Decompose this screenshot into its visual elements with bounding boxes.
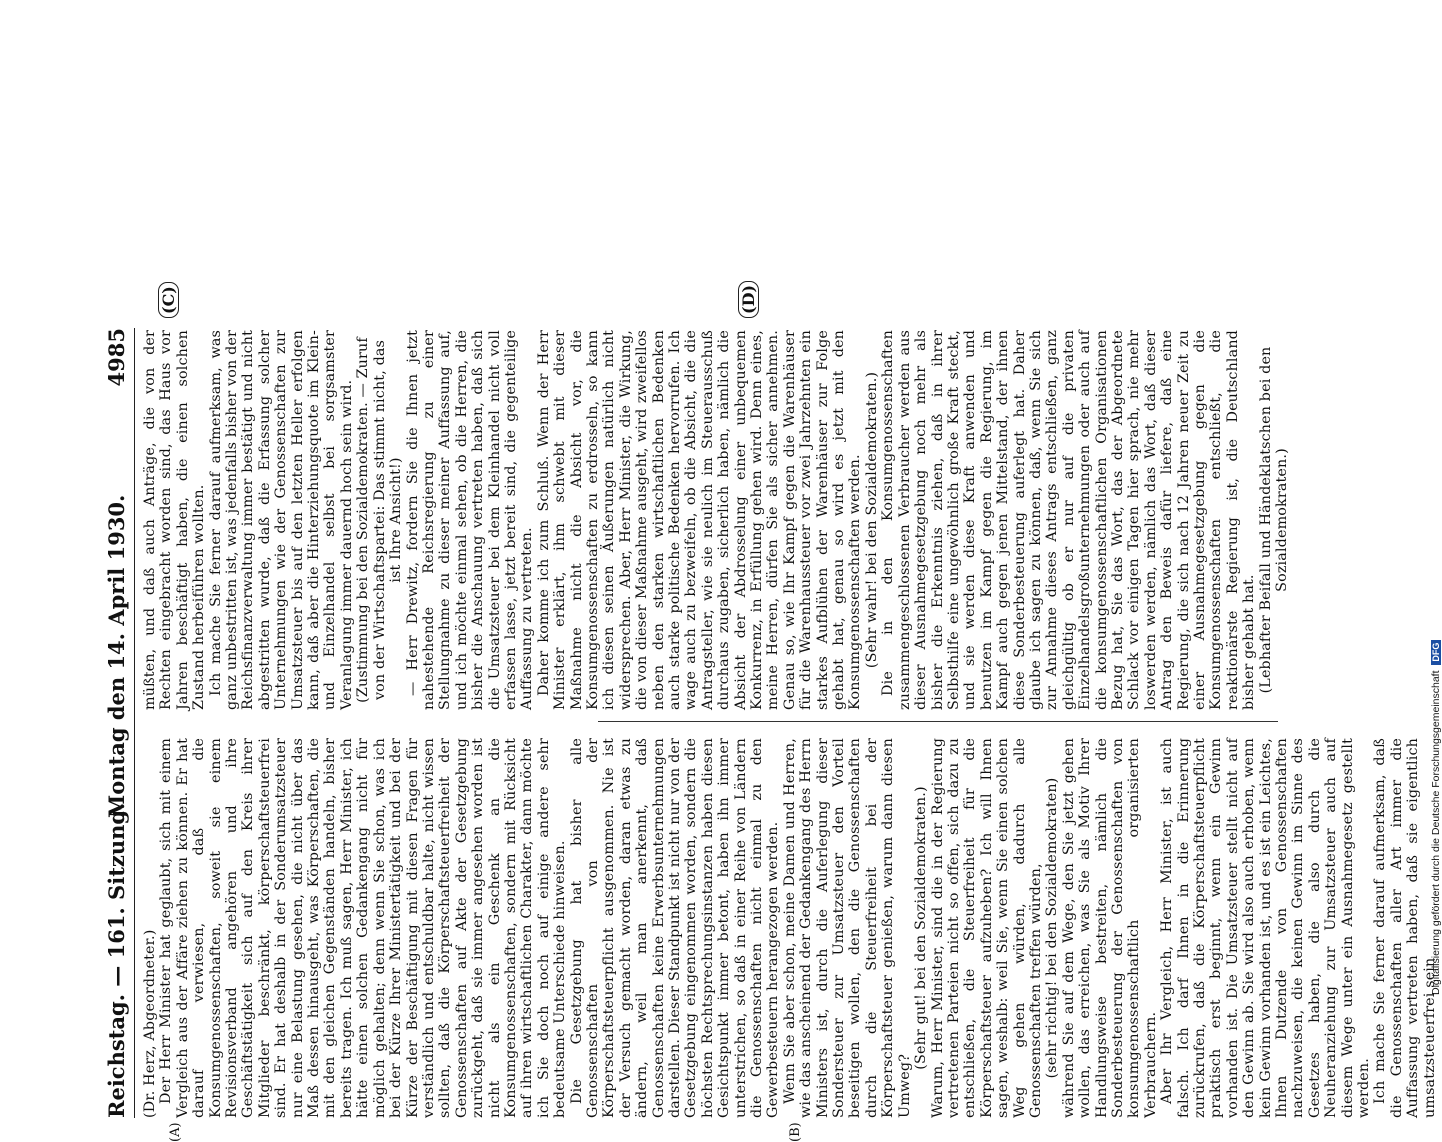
paragraph: Die Gesetzgebung hat bisher alle Genossenschaften von der Körperschaftsteuerpflicht ausgenommen. Nie ist der Versuch gemacht worden, daran etwas zu ändern, weil man anerkennt, daß Genossenschaften keine Erwerbsunternehmungen darstellen. Dieser Standpunkt ist nicht nur von der Gesetzgebung eingenommen worden, sondern die höchsten Rechtsprechungsinstanzen haben diesen Gesichtspunkt immer betont, haben ihn immer unterstrichen, so daß in einer Reihe von Ländern die Genossenschaften nicht einmal zu den Gewerbesteuern herangezogen werden. bbox=[568, 738, 782, 1118]
paragraph: — Herr Drewitz, fordern Sie die Ihnen jetzt nahestehende Reichsregierung zu einer Stellungnahme zu dieser meiner Auffassung auf, und ich möchte einmal sehen, ob die Herren, die bisher die Anschauung vertreten haben, daß sich die Umsatzsteuer bei dem Kleinhandel nicht voll erfassen lasse, jetzt bereit sind, die gegenteilige Auffassung zu vertreten. bbox=[404, 330, 536, 710]
margin-mark-b: (B) bbox=[788, 1122, 803, 1142]
paragraph: müßten, und daß auch Anträge, die von der Rechten eingebracht worden sind, das Haus vor Jahren beschäftigt haben, die einen solchen Zustand herbeiführen wollten. bbox=[142, 330, 208, 710]
paragraph: (Zustimmung bei den Sozialdemokraten. — Zuruf von der Wirtschaftspartei: Das stimmt nicht, das ist Ihre Ansicht!) bbox=[355, 337, 405, 703]
paragraph: Der Herr Minister hat geglaubt, sich mit einem Vergleich aus der Affäre ziehen zu können. Er hat darauf verwiesen, daß die Konsumgenossenschaften, soweit sie einem Revisionsverband angehören und ihre Geschäftstätigkeit sich auf den Kreis ihrer Mitglieder beschränkt, körperschaftsteuerfrei sind. Er hat deshalb in der Sonderumsatzsteuer nur eine Belastung gesehen, die nicht über das Maß dessen hinausgeht, was Körperschaften, die mit den gleichen Gegenständen handeln, bisher bereits tragen. Ich muß sagen, Herr Minister, ich hätte einen solchen Gedankengang nicht für möglich gehalten; denn wenn Sie schon, was ich bei der Kürze Ihrer Ministertätigkeit und bei der Kürze der Beschäftigung mit diesen Fragen für verständlich und entschuldbar halte, nicht wissen sollten, daß die Körperschaftsteuerfreiheit der Genossenschaften auf Akte der Gesetzgebung zurückgeht, daß sie immer angesehen worden ist nicht als ein Geschenk an die Konsumgenossenschaften, sondern mit Rücksicht auf ihren wirtschaftlichen Charakter, dann möchte ich Sie doch noch auf einige andere sehr bedeutsame Unterschiede hinweisen. bbox=[158, 738, 569, 1118]
header-date: Montag den 14. April 1930. bbox=[104, 494, 129, 818]
dfg-logo: DFG bbox=[1431, 640, 1441, 665]
paragraph: Warum, Herr Minister, sind die in der Regierung vertretenen Parteien nicht so offen, sich dazu zu entschließen, die Steuerfreiheit für die Körperschaftsteuer aufzuheben? Ich will Ihnen sagen, weshalb: weil Sie, wenn Sie einen solchen Weg gehen würden, dadurch alle Genossenschaften treffen würden, bbox=[929, 738, 1044, 1118]
text-column-right bbox=[142, 330, 1290, 710]
header-page-number: 4985 bbox=[104, 328, 129, 387]
dfg-credit-text: Digitalisierung gefördert durch die Deutsche Forschungsgemeinschaft bbox=[1430, 670, 1442, 995]
paragraph: Aber Ihr Vergleich, Herr Minister, ist auch falsch. Ich darf Ihnen in die Erinnerung zurückrufen, daß die Körperschaftsteuerpflicht praktisch erst beginnt, wenn ein Gewinn vorhanden ist. Die Umsatzsteuer stellt nicht auf den Gewinn ab. Sie wird also auch erhoben, wenn kein Gewinn vorhanden ist, und es ist ein Leichtes, Ihnen Dutzende von Genossenschaften nachzuweisen, die keinen Gewinn im Sinne des Gesetzes haben, die also durch die Neuheranziehung zur Umsatzsteuer auch auf diesem Wege unter ein Ausnahmegesetz gestellt werden. bbox=[1159, 738, 1373, 1118]
paragraph: (Lebhafter Beifall und Händeklatschen bei den Sozialdemokraten.) bbox=[1257, 346, 1291, 694]
paragraph: während Sie auf dem Wege, den Sie jetzt gehen wollen, das erreichen, was Sie als Motiv Ihrer Handlungsweise bestreiten, nämlich die Sonderbesteuerung der Genossenschaften von konsumgenossenschaftlich organisierten Verbrauchern. bbox=[1060, 738, 1159, 1118]
paragraph: Ich mache Sie ferner darauf aufmerksam, daß die Genossenschaften aller Art immer die Auffassung vertreten haben, daß sie eigentlich umsatzsteuerfrei sein bbox=[1372, 738, 1438, 1118]
paragraph: (Sehr gut! bei den Sozialdemokraten.) bbox=[913, 786, 930, 1070]
paragraph: (Dr. Herz, Abgeordneter.) bbox=[142, 929, 158, 1118]
paragraph: (Sehr wahr! bei den Sozialdemokraten.) bbox=[863, 371, 880, 669]
text-column-left bbox=[142, 738, 1438, 1118]
header-rule bbox=[134, 328, 135, 1118]
margin-mark-c: (C) bbox=[158, 282, 179, 318]
margin-mark-a: (A) bbox=[168, 1122, 183, 1142]
paragraph: Daher komme ich zum Schluß. Wenn der Herr Minister erklärt, ihm schwebt mit dieser Maßnahme nicht die Absicht vor, die Konsumgenossenschaften zu erdrosseln, so kann ich diesen seinen Äußerungen natürlich nicht widersprechen. Aber, Herr Minister, die Wirkung, die von dieser Maßnahme ausgeht, wird zweifellos neben den starken wirtschaftlichen Bedenken auch starke politische Bedenken hervorrufen. Ich wage auch zu bezweifeln, ob die Absicht, die die Antragsteller, wie sie neulich im Steuerausschuß durchaus zugaben, sicherlich haben, nämlich die Absicht der Abdrosselung einer unbequemen Konkurrenz, in Erfüllung gehen wird. Denn eines, meine Herren, dürfen Sie als sicher annehmen. Genau so, wie Ihr Kampf gegen die Warenhäuser für die Warenhaussteuer vor zwei Jahrzehnten ein starkes Aufblühen der Warenhäuser zur Folge gehabt hat, genau so wird es jetzt mit den Konsumgenossenschaften werden. bbox=[535, 330, 864, 710]
paragraph: Wenn Sie aber schon, meine Damen und Herren, wie das anscheinend der Gedankengang des Herrn Ministers ist, durch die Auferlegung dieser Sondersteuer zur Umsatzsteuer den Vorteil beseitigen wollen, den die Genossenschaften durch die Steuerfreiheit bei der Körperschaftsteuer genießen, warum dann diesen Umweg? bbox=[781, 738, 913, 1118]
column-divider bbox=[598, 721, 1278, 722]
dfg-credit bbox=[1430, 640, 1442, 995]
header-session: Reichstag. — 161. Sitzung. bbox=[104, 802, 129, 1118]
paragraph: Ich mache Sie ferner darauf aufmerksam, was ganz unbestritten ist, was jedenfalls bisher von der Reichsfinanzverwaltung immer bestätigt und nicht abgestritten wurde, daß die Erfassung solcher Unternehmungen wie der Genossenschaften zur Umsatzsteuer bis auf den letzten Heller erfolgen kann, daß aber die Hinterziehungsquote im Klein- und Einzelhandel selbst bei sorgsamster Veranlagung immer dauernd hoch sein wird. bbox=[207, 330, 355, 710]
margin-mark-d: (D) bbox=[738, 281, 759, 318]
paragraph: Die in den Konsumgenossenschaften zusammengeschlossenen Verbraucher werden aus dieser Ausnahmegesetzgebung noch mehr als bisher die Erkenntnis ziehen, daß in ihrer Selbsthilfe eine ungewöhnlich große Kraft steckt, und sie werden diese Kraft anwenden und benutzen im Kampf gegen die Regierung, im Kampf auch gegen jenen Mittelstand, der ihnen diese Sonderbesteuerung auferlegt hat. Daher glaube ich sagen zu können, daß, wenn Sie sich zur Annahme dieses Antrags entschließen, ganz gleichgültig ob er nur auf die privaten Einzelhandelsgroßunternehmungen oder auch auf die konsumgenossenschaftlichen Organisationen Bezug hat, Sie das Wort, das der Abgeordnete Schlack vor einigen Tagen hier sprach, nie mehr loswerden werden, nämlich das Wort, daß dieser Antrag den Beweis dafür liefere, daß eine Regierung, die sich nach 12 Jahren neuer Zeit zu einer Ausnahmegesetzgebung gegen die Konsumgenossenschaften entschließt, die reaktionärste Regierung ist, die Deutschland bisher gehabt hat. bbox=[880, 330, 1258, 710]
page-header bbox=[98, 328, 134, 1118]
paragraph: (sehr richtig! bei den Sozialdemokraten) bbox=[1044, 777, 1061, 1079]
